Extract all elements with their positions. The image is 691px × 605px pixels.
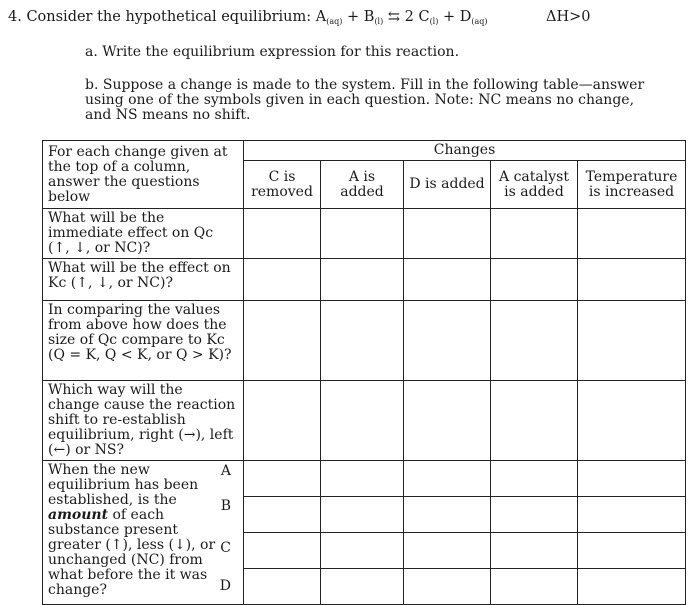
- answer-cell[interactable]: [491, 461, 578, 497]
- answer-cell[interactable]: [321, 381, 404, 461]
- answer-cell[interactable]: [404, 461, 491, 497]
- answer-cell[interactable]: [404, 381, 491, 461]
- part-a: a. Write the equilibrium expression for this reaction.: [85, 44, 460, 60]
- answer-cell[interactable]: [321, 497, 404, 533]
- answer-cell[interactable]: [244, 209, 321, 259]
- answer-cell[interactable]: [578, 259, 686, 301]
- part-b: b. Suppose a change is made to the system. Fill in the following table—answer using one of the symbols given in each question. Note: NC means no change, and NS means no shift.: [85, 77, 645, 123]
- answer-cell[interactable]: [578, 497, 686, 533]
- col-catalyst-added: A catalyst is added: [491, 161, 578, 209]
- answer-cell[interactable]: [404, 259, 491, 301]
- delta-h: ΔH>0: [546, 9, 591, 25]
- table-row: [43, 209, 686, 259]
- answer-cell[interactable]: [491, 569, 578, 605]
- answer-cell[interactable]: [321, 533, 404, 569]
- answer-cell[interactable]: [578, 209, 686, 259]
- answer-cell[interactable]: [491, 497, 578, 533]
- substance-label-a: A: [220, 463, 231, 479]
- answer-cell[interactable]: [578, 301, 686, 381]
- answer-cell[interactable]: [244, 259, 321, 301]
- substance-label-d: D: [219, 578, 231, 594]
- answer-cell[interactable]: [491, 381, 578, 461]
- answer-cell[interactable]: [321, 301, 404, 381]
- answer-table: [42, 140, 686, 605]
- col-temperature-increased: Temperature is increased: [578, 161, 686, 209]
- substance-label-b: B: [220, 498, 231, 514]
- row-label: What will be the effect on Kc (↑, ↓, or NC)?: [43, 259, 244, 301]
- question-equilibrium: 4. Consider the hypothetical equilibrium: $A_{(aq)} + B_{(l)}$ ⇆ 2 $C_{(l)} + D_{(aq)}$: [8, 9, 488, 26]
- answer-cell[interactable]: [578, 461, 686, 497]
- answer-cell[interactable]: [578, 533, 686, 569]
- col-d-added: D is added: [404, 161, 491, 209]
- answer-cell[interactable]: [404, 497, 491, 533]
- answer-cell[interactable]: [244, 461, 321, 497]
- answer-cell[interactable]: [578, 569, 686, 605]
- answer-cell[interactable]: [491, 259, 578, 301]
- answer-cell[interactable]: [491, 209, 578, 259]
- equilibrium-arrow-icon: ⇆: [387, 9, 401, 25]
- answer-cell[interactable]: [244, 497, 321, 533]
- col-c-removed: C is removed: [244, 161, 321, 209]
- row-label: In comparing the values from above how does the size of Qc compare to Kc (Q = K, Q < K, or Q > K)?: [43, 301, 244, 381]
- answer-cell[interactable]: [404, 209, 491, 259]
- answer-cell[interactable]: [491, 301, 578, 381]
- amount-question-label: A B C D When the new equilibrium has been established, is the amount of each substance present greater (↑), less (↓), or unchanged (NC) from what before the it was change?: [43, 461, 244, 605]
- answer-cell[interactable]: [244, 533, 321, 569]
- answer-cell[interactable]: [321, 569, 404, 605]
- changes-header: Changes: [244, 141, 686, 161]
- row-label: What will be the immediate effect on Qc (↑, ↓, or NC)?: [43, 209, 244, 259]
- table-row: [43, 301, 686, 381]
- table-row: [43, 259, 686, 301]
- col-a-added: A is added: [321, 161, 404, 209]
- answer-cell[interactable]: [321, 209, 404, 259]
- answer-cell[interactable]: [244, 381, 321, 461]
- answer-cell[interactable]: [578, 381, 686, 461]
- answer-cell[interactable]: [491, 533, 578, 569]
- answer-cell[interactable]: [404, 301, 491, 381]
- answer-cell[interactable]: [244, 301, 321, 381]
- answer-cell[interactable]: [404, 533, 491, 569]
- answer-cell[interactable]: [321, 259, 404, 301]
- answer-cell[interactable]: [244, 569, 321, 605]
- table-row: [43, 461, 686, 497]
- row-label: Which way will the change cause the reaction shift to re-establish equilibrium, right (→), left (←) or NS?: [43, 381, 244, 461]
- answer-cell[interactable]: [321, 461, 404, 497]
- substance-label-c: C: [220, 540, 231, 556]
- table-row: [43, 381, 686, 461]
- answer-cell[interactable]: [404, 569, 491, 605]
- corner-header: For each change given at the top of a column, answer the questions below: [43, 141, 244, 209]
